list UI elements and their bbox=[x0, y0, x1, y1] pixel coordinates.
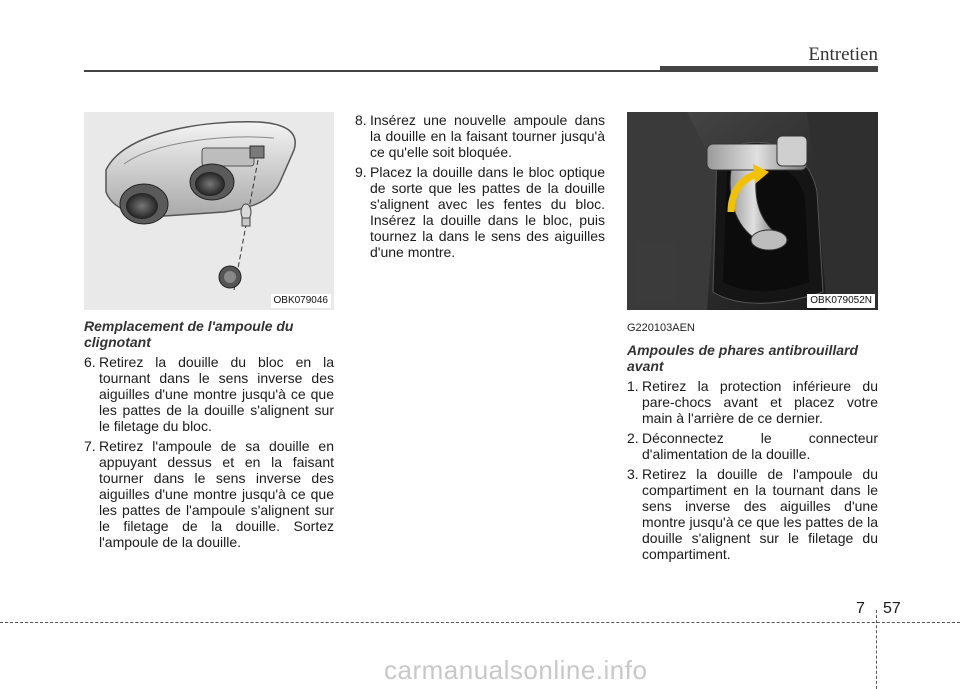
figure-label-right: OBK079052N bbox=[807, 294, 875, 308]
step-number: 3. bbox=[627, 466, 639, 482]
left-steps-list bbox=[84, 354, 334, 550]
step-item bbox=[627, 466, 878, 562]
footer-dashed-rule bbox=[0, 622, 960, 623]
section-title-fog-lamp: Ampoules de phares antibrouillard avant bbox=[627, 342, 859, 374]
fog-lamp-drawing bbox=[627, 112, 878, 310]
high-beam-socket bbox=[120, 184, 168, 224]
step-number: 9. bbox=[355, 164, 367, 180]
step-item bbox=[355, 164, 605, 260]
header-rule-thin bbox=[84, 70, 660, 72]
fog-lamp-photo bbox=[627, 112, 878, 310]
step-text: Déconnectez le connecteur d'alimentation de la douille. bbox=[642, 430, 878, 462]
step-number: 8. bbox=[355, 112, 367, 128]
step-text: Retirez la douille de l'ampoule du compartiment en la tournant dans le sens inverse des aiguilles d'une montre jusqu'à ce que les pattes de la douille s'alignent sur le filetage du compartiment. bbox=[642, 466, 878, 562]
step-item bbox=[84, 438, 334, 550]
step-number: 6. bbox=[84, 354, 96, 370]
step-number: 1. bbox=[627, 378, 639, 394]
step-text: Retirez la protection inférieure du pare-chocs avant et placez votre main à l'arrière de ce dernier. bbox=[642, 378, 878, 426]
step-number: 7. bbox=[84, 438, 96, 454]
step-item bbox=[627, 378, 878, 426]
section-code: G220103AEN bbox=[627, 322, 695, 334]
turn-signal-bulb bbox=[241, 204, 251, 226]
headlamp-drawing bbox=[84, 112, 334, 310]
headlamp-assembly-illustration bbox=[84, 112, 334, 310]
watermark: carmanualsonline.info bbox=[384, 655, 648, 685]
figure-label-left: OBK079046 bbox=[271, 294, 332, 308]
middle-column bbox=[355, 112, 605, 264]
step-number: 2. bbox=[627, 430, 639, 446]
step-item bbox=[355, 112, 605, 160]
turn-signal-socket bbox=[219, 266, 241, 288]
step-item bbox=[84, 354, 334, 434]
right-steps-list bbox=[627, 378, 878, 562]
step-text: Placez la douille dans le bloc optique de sorte que les pattes de la douille s'alignent avec les fentes du bloc. Insérez la douille dans le bloc, puis tournez la dans le sens des aiguilles d'une montre. bbox=[370, 164, 605, 260]
step-text: Insérez une nouvelle ampoule dans la douille en la faisant tourner jusqu'à ce qu'elle soit bloquée. bbox=[370, 112, 605, 160]
section-title-turn-signal: Remplacement de l'ampoule du clignotant bbox=[84, 318, 294, 350]
step-text: Retirez la douille du bloc en la tournant dans le sens inverse des aiguilles d'une montre jusqu'à ce que les pattes de la douille s'alignent sur le filetage du bloc. bbox=[99, 354, 334, 434]
low-beam-socket bbox=[190, 164, 234, 200]
left-column bbox=[84, 112, 334, 554]
footer-dashed-divider bbox=[876, 610, 877, 689]
header-rule-thick bbox=[660, 66, 878, 72]
page-chapter-number: 7 bbox=[856, 600, 865, 617]
middle-steps-list bbox=[355, 112, 605, 260]
step-text: Retirez l'ampoule de sa douille en appuyant dessus et en la faisant tourner dans le sens inverse des aiguilles d'une montre jusqu'à ce que les pattes de l'ampoule s'alignent sur le filetage de la douille. Sortez l'ampoule de la douille. bbox=[99, 438, 334, 550]
step-item bbox=[627, 430, 878, 462]
right-column bbox=[627, 112, 878, 566]
page-number: 57 bbox=[883, 600, 901, 617]
page-header-title: Entretien bbox=[808, 44, 878, 65]
